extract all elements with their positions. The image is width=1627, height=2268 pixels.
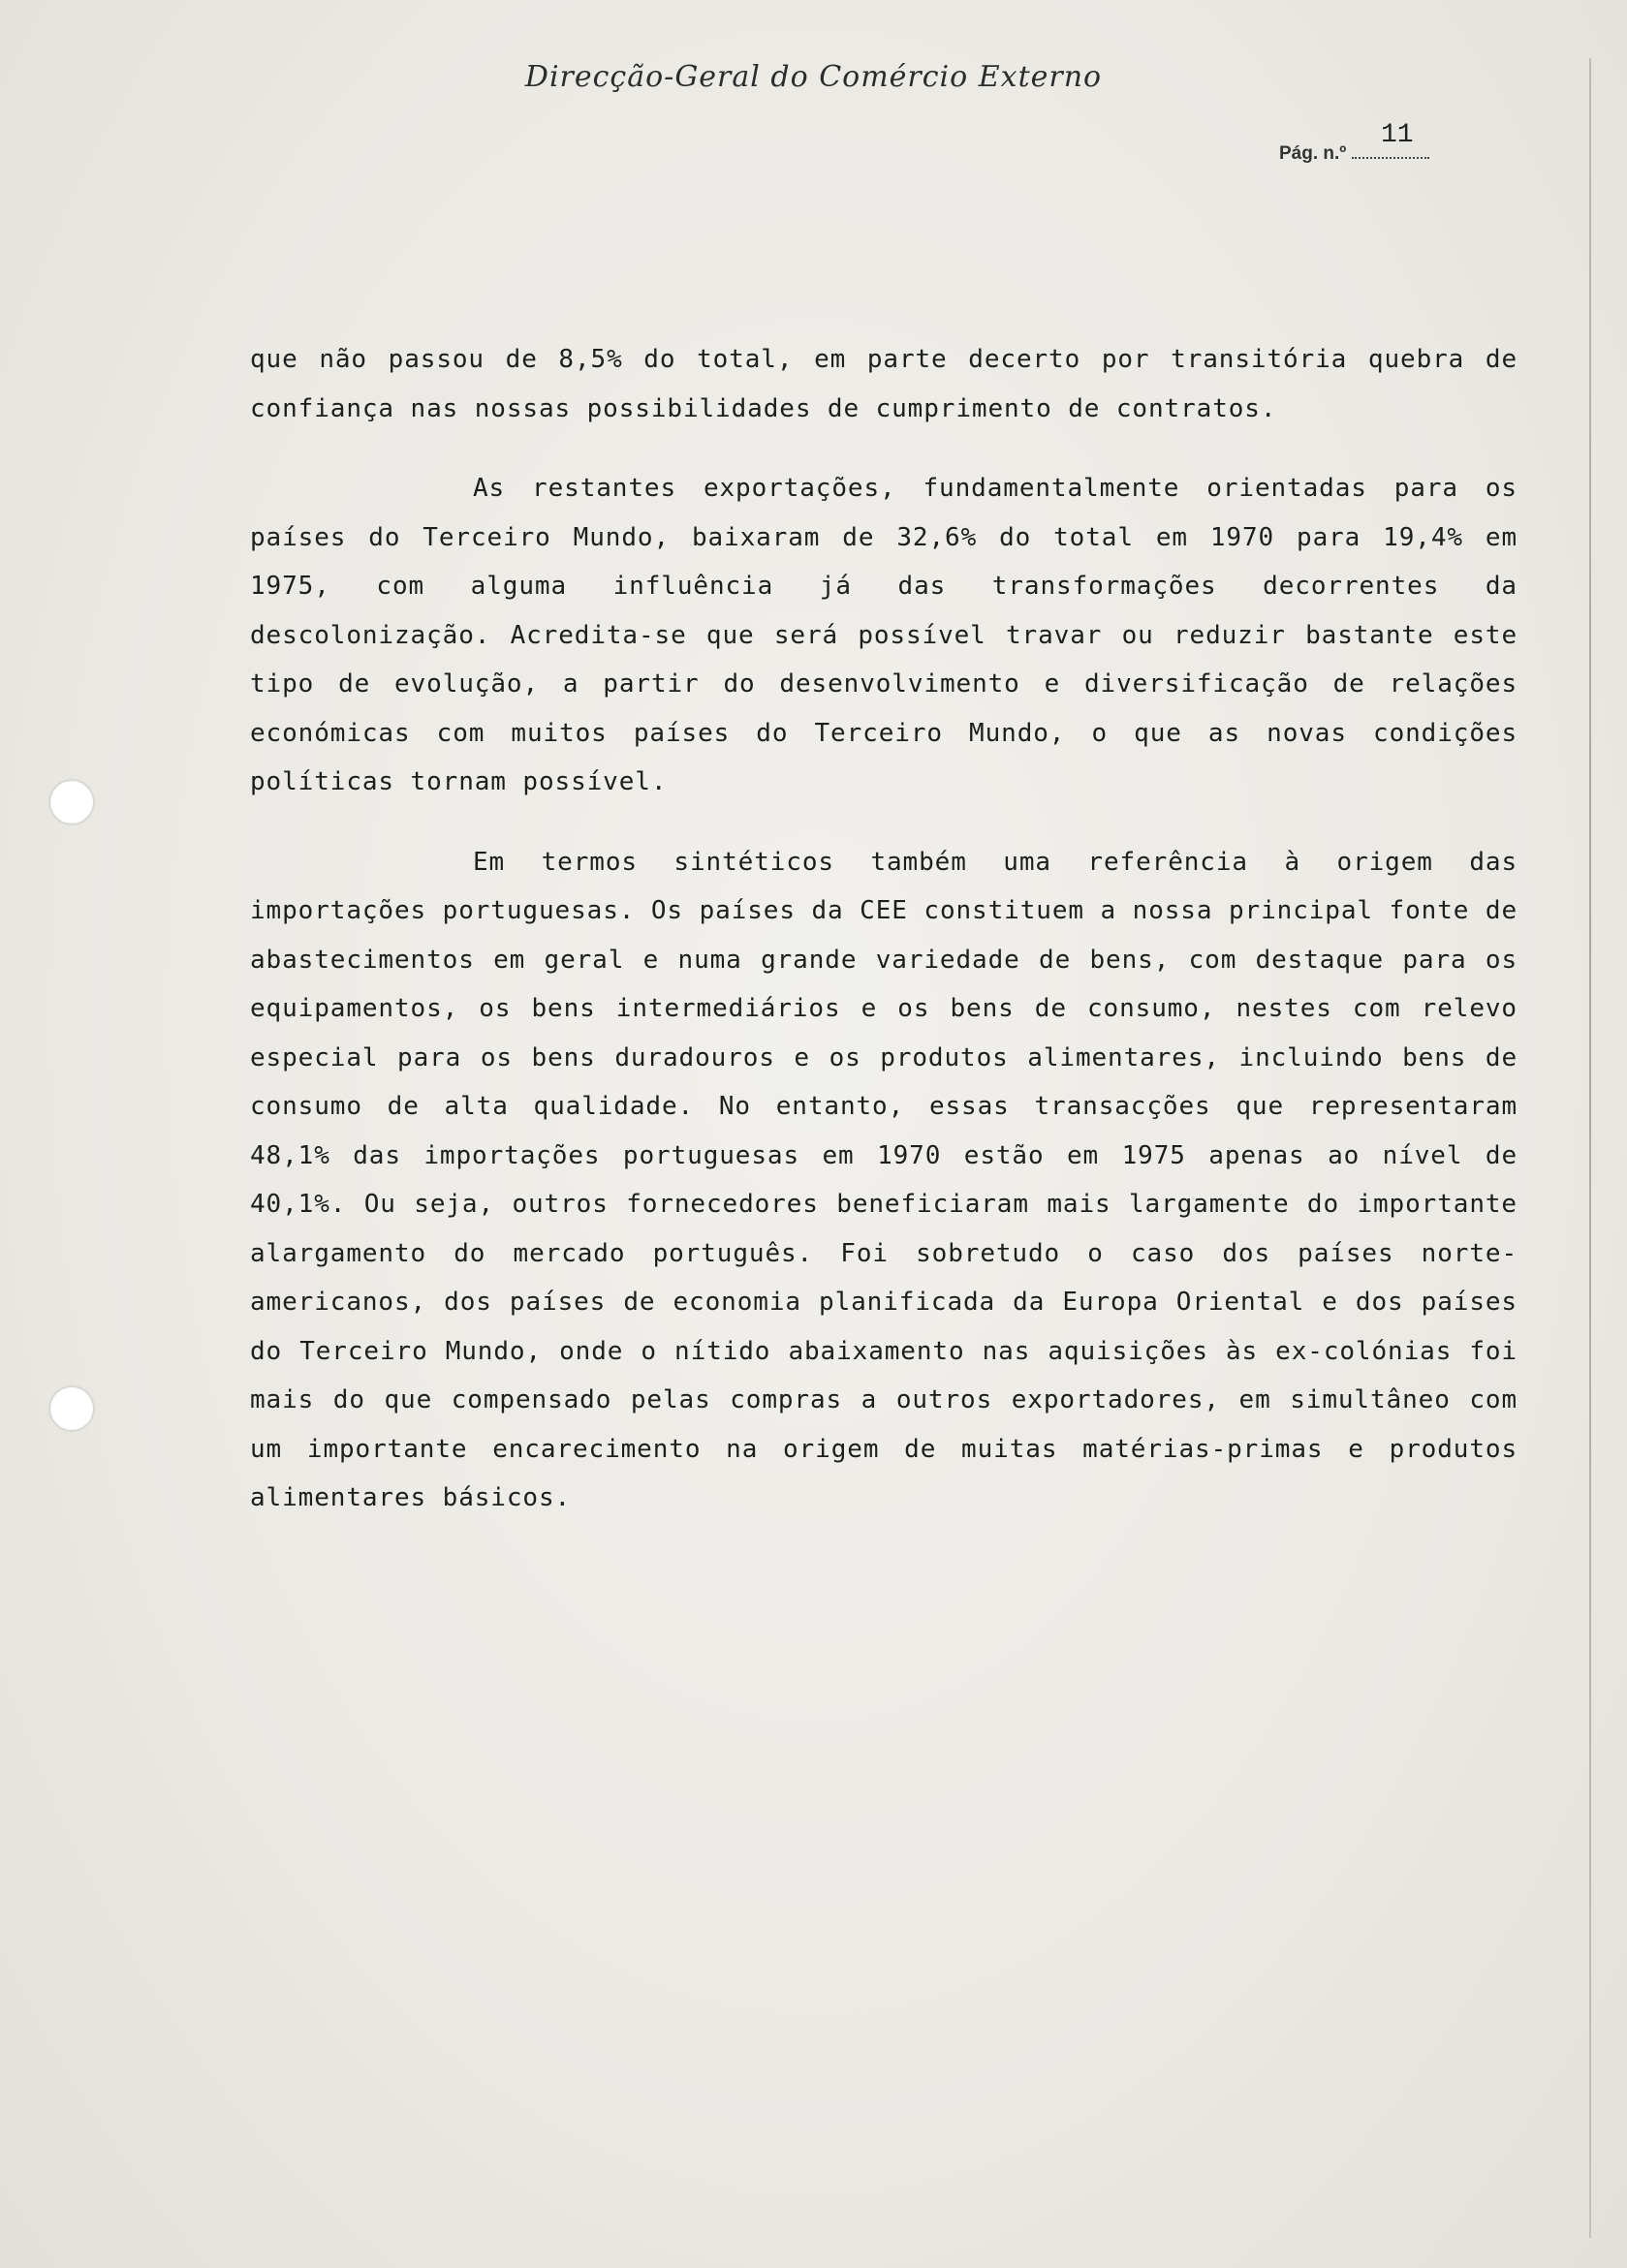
- page-number: 11: [1381, 120, 1414, 150]
- page-edge-shadow: [1589, 58, 1591, 2238]
- page-number-label: Pág. n.º: [1279, 143, 1347, 164]
- document-body: [250, 335, 1517, 1523]
- letterhead-title: Direcção-Geral do Comércio Externo: [524, 60, 1103, 94]
- punch-hole-lower: [50, 1387, 93, 1430]
- paragraph-continuation: que não passou de 8,5% do total, em parte decerto por transitória quebra de confiança nas nossas possibilidades de cumprimento de contratos.: [250, 345, 1517, 423]
- punch-hole-upper: [50, 781, 93, 823]
- paragraph-imports: Em termos sintéticos também uma referência à origem das importações portuguesas. Os países da CEE constituem a nossa principal fonte de abastecimentos em geral e numa grande variedade de bens, com destaque para os equipamentos, os bens intermediários e os bens de consumo, nestes com relevo especial para os bens duradouros e os produtos alimentares, incluindo bens de consumo de alta qualidade. No entanto, essas transacções que representaram 48,1% das importações portuguesas em 1970 estão em 1975 apenas ao nível de 40,1%. Ou seja, outros fornecedores beneficiaram mais largamente do importante alargamento do mercado português. Foi sobretudo o caso dos países norte-americanos, dos países de economia planificada da Europa Oriental e dos países do Terceiro Mundo, onde o nítido abaixamento nas aquisições às ex-colónias foi mais do que compensado pelas compras a outros exportadores, em simultâneo com um importante encarecimento na origem de muitas matérias-primas e produtos alimentares básicos.: [250, 847, 1517, 1512]
- page-number-dotted-line: [1352, 157, 1429, 159]
- paragraph-exports: As restantes exportações, fundamentalmente orientadas para os países do Terceiro Mundo, baixaram de 32,6% do total em 1970 para 19,4% em 1975, com alguma influência já das transformações decorrentes da descolonização. Acredita-se que será possível travar ou reduzir bastante este tipo de evolução, a partir do desenvolvimento e diversificação de relações económicas com muitos países do Terceiro Mundo, o que as novas condições políticas tornam possível.: [250, 474, 1517, 796]
